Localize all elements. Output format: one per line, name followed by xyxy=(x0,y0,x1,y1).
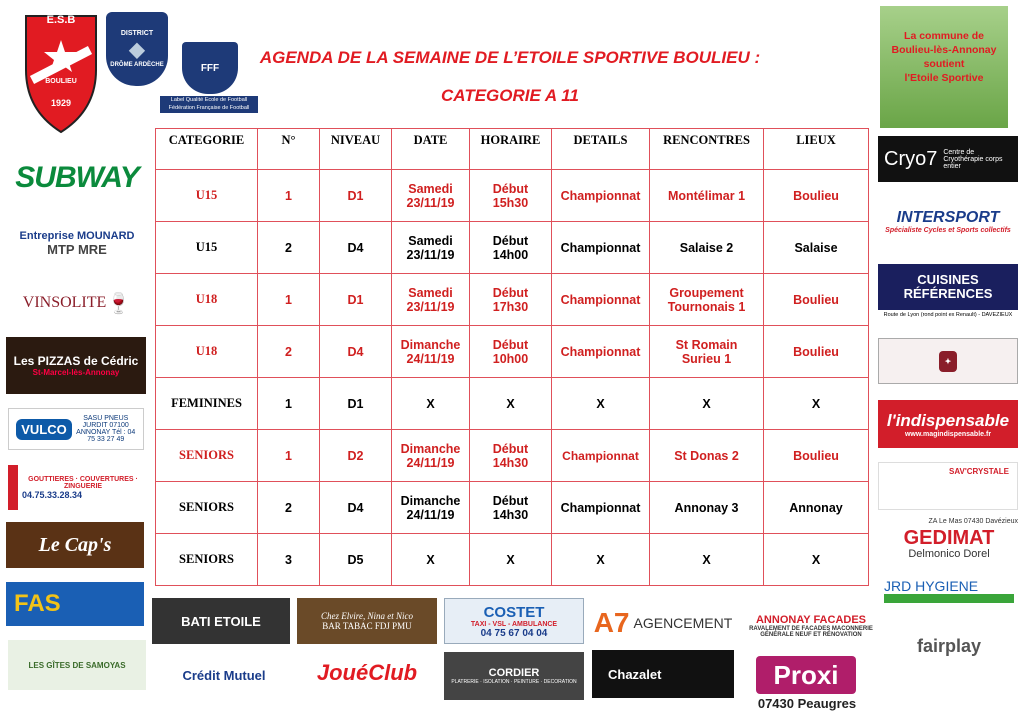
fairplay-text: fairplay xyxy=(916,635,982,656)
chez-sub: BAR TABAC FDJ PMU xyxy=(322,621,412,631)
cell-numero-num: 1 xyxy=(285,448,292,463)
algo-logo xyxy=(8,465,144,510)
cell-horaire-h1: X xyxy=(506,552,515,567)
table-row xyxy=(156,430,869,482)
fas-text: FAS xyxy=(14,590,61,617)
gedimat-sub: Delmonico Dorel xyxy=(908,548,990,560)
cell-niveau xyxy=(320,274,392,326)
commune-logo xyxy=(880,6,1008,128)
esb-logo-year: 1929 xyxy=(50,98,72,108)
commune-line2: Boulieu-lès-Annonay xyxy=(891,44,997,56)
cell-categorie xyxy=(156,482,258,534)
esb-logo xyxy=(22,10,100,135)
cell-date xyxy=(392,170,470,222)
cell-lieux-lieu: Boulieu xyxy=(793,188,839,203)
district-logo xyxy=(106,12,168,86)
cell-date-date2: 23/11/19 xyxy=(406,299,455,314)
header-categorie: CATEGORIE xyxy=(156,129,258,170)
cell-lieux xyxy=(764,274,869,326)
mounard-logo xyxy=(8,218,146,268)
pizzas-sub: St-Marcel-lès-Annonay xyxy=(32,368,120,377)
caps-text: Le Cap's xyxy=(38,533,112,556)
cell-lieux-lieu: Annonay xyxy=(789,500,843,515)
cell-date-date1: X xyxy=(426,552,435,567)
pizzas-logo xyxy=(6,337,146,394)
intersport-logo xyxy=(878,196,1018,246)
cell-horaire xyxy=(470,482,552,534)
mounard-sub: MTP MRE xyxy=(47,241,107,257)
cell-categorie-cat: FEMININES xyxy=(171,396,242,410)
indispensable-sub: www.magindispensable.fr xyxy=(904,430,992,438)
cell-date-date2: 24/11/19 xyxy=(406,351,455,366)
annonay-facades-sub: RAVALEMENT DE FACADES MACONNERIE GÉNÉRALE NEUF ET RÉNOVATION xyxy=(749,626,873,638)
cell-numero xyxy=(258,326,320,378)
cuisines-line2: RÉFÉRENCES xyxy=(903,286,993,301)
jrd-logo xyxy=(880,570,1018,610)
cuisines-line1: CUISINES xyxy=(917,272,979,287)
cell-details xyxy=(552,378,650,430)
proxi-sub: 07430 Peaugres xyxy=(757,696,857,711)
cell-niveau xyxy=(320,326,392,378)
costet-tel: 04 75 67 04 04 xyxy=(480,627,548,639)
cell-date-date1: Dimanche xyxy=(400,441,461,456)
costet-logo xyxy=(444,598,584,644)
indispensable-text: l'indispensable xyxy=(886,410,1010,430)
cell-numero-num: 2 xyxy=(285,500,292,515)
restaurant-icon: ✦ xyxy=(939,351,958,372)
cell-numero xyxy=(258,482,320,534)
cell-date-date2: 23/11/19 xyxy=(406,195,455,210)
cell-date xyxy=(392,534,470,586)
gites-text: LES GÎTES DE SAMOYAS xyxy=(28,660,126,670)
subway-logo xyxy=(8,158,146,198)
district-logo-sub: DRÔME ARDÈCHE xyxy=(110,62,164,68)
cell-numero xyxy=(258,274,320,326)
header-date: DATE xyxy=(392,129,470,170)
cell-date-date1: X xyxy=(426,396,435,411)
cordier-logo xyxy=(444,652,584,700)
cell-details xyxy=(552,534,650,586)
cell-niveau-niveau: D1 xyxy=(347,188,364,203)
cell-date-date1: Samedi xyxy=(408,233,453,248)
cell-details-details: Championnat xyxy=(562,448,639,463)
joueclub-text: JouéClub xyxy=(316,660,418,685)
gedimat-text: GEDIMAT xyxy=(903,527,995,549)
cell-rencontres xyxy=(650,326,764,378)
cell-numero-num: 1 xyxy=(285,292,292,307)
cell-rencontres-r1: Annonay 3 xyxy=(674,500,739,515)
cell-horaire xyxy=(470,534,552,586)
esb-logo-sub: BOULIEU xyxy=(45,78,77,85)
cell-horaire xyxy=(470,274,552,326)
cell-horaire-h2: 14h30 xyxy=(492,455,529,470)
proxi-text: Proxi xyxy=(773,659,839,690)
intersport-text: INTERSPORT xyxy=(896,208,1000,226)
table-row xyxy=(156,170,869,222)
cell-niveau xyxy=(320,482,392,534)
fff-logo-text: FFF xyxy=(200,62,220,74)
fas-logo xyxy=(6,582,144,626)
cell-horaire-h2: 10h00 xyxy=(492,351,529,366)
table-row xyxy=(156,326,869,378)
cell-rencontres xyxy=(650,274,764,326)
cell-horaire xyxy=(470,430,552,482)
cell-categorie-cat: U18 xyxy=(195,292,218,306)
esb-logo-text: E.S.B xyxy=(46,14,76,26)
cell-niveau-niveau: D4 xyxy=(347,344,364,359)
table-row xyxy=(156,534,869,586)
cell-date xyxy=(392,430,470,482)
cell-niveau xyxy=(320,534,392,586)
algo-text: GOUTTIERES · COUVERTURES · ZINGUERIE xyxy=(28,475,138,490)
cell-lieux xyxy=(764,378,869,430)
cell-numero xyxy=(258,378,320,430)
cell-lieux xyxy=(764,534,869,586)
cell-details-details: Championnat xyxy=(560,344,641,359)
cell-lieux-lieu: Boulieu xyxy=(793,344,839,359)
cell-lieux-lieu: Salaise xyxy=(794,240,838,255)
cell-details-details: Championnat xyxy=(560,240,641,255)
wine-glass-icon: 🍷 xyxy=(106,292,132,315)
page-subtitle: CATEGORIE A 11 xyxy=(441,86,579,105)
cell-horaire xyxy=(470,378,552,430)
cell-horaire-h1: Début xyxy=(492,337,529,352)
cell-numero xyxy=(258,170,320,222)
cordier-text: CORDIER xyxy=(488,667,540,679)
cell-rencontres-r1: St Donas 2 xyxy=(674,448,739,463)
cell-date-date2: 24/11/19 xyxy=(406,507,455,522)
a7-text: AGENCEMENT xyxy=(633,615,733,631)
cell-rencontres-r1: Montélimar 1 xyxy=(667,188,746,203)
cell-date xyxy=(392,378,470,430)
cell-niveau xyxy=(320,170,392,222)
proxi-logo xyxy=(756,656,856,694)
cryo-text: Cryo7 xyxy=(884,147,938,170)
restaurant-logo xyxy=(878,338,1018,384)
cell-categorie-cat: SENIORS xyxy=(179,552,234,566)
cell-categorie xyxy=(156,170,258,222)
cell-numero-num: 2 xyxy=(285,240,292,255)
cell-lieux xyxy=(764,482,869,534)
cell-details-details: X xyxy=(596,552,605,567)
cell-lieux-lieu: Boulieu xyxy=(793,448,839,463)
bati-logo xyxy=(152,598,290,644)
cell-lieux xyxy=(764,222,869,274)
cell-categorie xyxy=(156,430,258,482)
cell-date xyxy=(392,482,470,534)
header-niveau: NIVEAU xyxy=(320,129,392,170)
credit-mutuel-logo xyxy=(166,662,282,688)
annonay-facades-logo xyxy=(742,604,880,648)
cell-rencontres xyxy=(650,430,764,482)
cell-horaire-h1: Début xyxy=(492,233,529,248)
cell-date xyxy=(392,326,470,378)
cell-details xyxy=(552,170,650,222)
cell-numero-num: 1 xyxy=(285,396,292,411)
cell-details-details: Championnat xyxy=(560,500,641,515)
indispensable-logo xyxy=(878,400,1018,448)
pizzas-text: Les PIZZAS de Cédric xyxy=(13,354,139,368)
cell-horaire-h1: Début xyxy=(492,285,529,300)
cell-lieux-lieu: Boulieu xyxy=(793,292,839,307)
cell-niveau xyxy=(320,222,392,274)
rooster-icon: ◆ xyxy=(129,39,145,61)
cell-niveau-niveau: D4 xyxy=(347,500,364,515)
cell-categorie xyxy=(156,534,258,586)
cell-date-date1: Samedi xyxy=(408,181,453,196)
fff-label xyxy=(160,96,258,113)
cell-details xyxy=(552,274,650,326)
cell-categorie xyxy=(156,222,258,274)
cell-numero xyxy=(258,430,320,482)
header-details: DETAILS xyxy=(552,129,650,170)
header-rencontres: RENCONTRES xyxy=(650,129,764,170)
cell-date xyxy=(392,222,470,274)
cell-categorie-cat: SENIORS xyxy=(179,500,234,514)
costet-sub: TAXI - VSL - AMBULANCE xyxy=(470,620,558,628)
cell-numero-num: 1 xyxy=(285,188,292,203)
cell-rencontres xyxy=(650,482,764,534)
bati-text: BATI ETOILE xyxy=(181,613,261,629)
cell-horaire-h2: 14h30 xyxy=(492,507,529,522)
cell-rencontres-r1: Salaise 2 xyxy=(679,240,734,255)
cell-numero-num: 2 xyxy=(285,344,292,359)
table-row xyxy=(156,482,869,534)
chazalet-text: Chazalet xyxy=(608,666,662,682)
cell-rencontres xyxy=(650,378,764,430)
cell-rencontres-r1: Groupement xyxy=(669,285,744,300)
joueclub-logo xyxy=(297,648,437,698)
cell-numero xyxy=(258,534,320,586)
cell-categorie xyxy=(156,378,258,430)
chez-logo xyxy=(297,598,437,644)
fairplay-logo xyxy=(880,622,1018,670)
table-row xyxy=(156,222,869,274)
cell-horaire-h2: 14h00 xyxy=(492,247,529,262)
savcrystale-text: SAV'CRYSTALE xyxy=(949,467,1009,476)
gedimat-top: ZA Le Mas 07430 Davézieux xyxy=(928,518,1018,525)
header-numero: N° xyxy=(258,129,320,170)
district-logo-text: DISTRICT xyxy=(120,30,154,37)
chez-text: Chez Elvire, Nina et Nico xyxy=(321,611,413,621)
commune-line3: soutient xyxy=(923,58,965,70)
cell-categorie-cat: U18 xyxy=(195,344,218,358)
cell-niveau-niveau: D5 xyxy=(347,552,364,567)
cell-horaire-h2: 17h30 xyxy=(492,299,529,314)
cuisines-sub: Route de Lyon (rond point ex Renault) - DAVEZIEUX xyxy=(883,312,1013,318)
cell-niveau-niveau: D2 xyxy=(347,448,364,463)
algo-tel: 04.75.33.28.34 xyxy=(22,489,83,500)
cell-rencontres xyxy=(650,534,764,586)
cell-categorie xyxy=(156,326,258,378)
cell-details-details: X xyxy=(596,396,605,411)
page-title: AGENDA DE LA SEMAINE DE L’ETOILE SPORTIVE BOULIEU : xyxy=(259,48,761,67)
cordier-sub: PLATRERIE · ISOLATION · PEINTURE · DECORATION xyxy=(451,679,577,685)
cell-details xyxy=(552,326,650,378)
cell-niveau xyxy=(320,378,392,430)
vinsolite-text: VINSOLITE xyxy=(22,294,107,311)
cell-horaire-h1: Début xyxy=(492,181,529,196)
cell-horaire-h1: X xyxy=(506,396,515,411)
cell-rencontres xyxy=(650,170,764,222)
vinsolite-logo xyxy=(8,280,146,326)
cell-rencontres-r2: Surieu 1 xyxy=(681,351,732,366)
cuisines-logo xyxy=(878,264,1018,310)
cryo-sub: Centre de Cryothérapie corps entier xyxy=(943,148,1003,170)
header-lieux: LIEUX xyxy=(764,129,869,170)
cell-lieux xyxy=(764,170,869,222)
a7-icon: A7 xyxy=(593,607,630,638)
mounard-text: Entreprise MOUNARD xyxy=(19,229,135,242)
credit-mutuel-text: Crédit Mutuel xyxy=(182,667,266,683)
vulco-sub: SASU PNEUS JURDIT 07100 ANNONAY Tél : 04 75 33 27 49 xyxy=(76,415,136,443)
cell-numero xyxy=(258,222,320,274)
cell-categorie-cat: U15 xyxy=(195,188,218,202)
savcrystale-logo xyxy=(878,462,1018,510)
cell-niveau-niveau: D1 xyxy=(347,396,364,411)
cell-date-date1: Dimanche xyxy=(400,337,461,352)
header-horaire: HORAIRE xyxy=(470,129,552,170)
cell-date-date1: Samedi xyxy=(408,285,453,300)
cell-date-date2: 24/11/19 xyxy=(406,455,455,470)
cell-categorie-cat: U15 xyxy=(195,240,218,254)
cell-lieux xyxy=(764,326,869,378)
cell-lieux xyxy=(764,430,869,482)
fff-label-line1: Label Qualité Ecole de Football xyxy=(170,97,248,103)
cell-details xyxy=(552,430,650,482)
gites-logo xyxy=(8,640,146,690)
cell-date-date2: 23/11/19 xyxy=(406,247,455,262)
cell-horaire-h1: Début xyxy=(492,493,529,508)
cell-date-date1: Dimanche xyxy=(400,493,461,508)
cell-horaire xyxy=(470,326,552,378)
table-header-row xyxy=(156,129,869,170)
cell-details-details: Championnat xyxy=(560,188,641,203)
vulco-text: VULCO xyxy=(16,419,72,440)
cell-rencontres-r1: St Romain xyxy=(675,337,738,352)
cell-details xyxy=(552,482,650,534)
jrd-text: JRD HYGIENE xyxy=(884,577,979,594)
cell-date xyxy=(392,274,470,326)
cryo-logo xyxy=(878,136,1018,182)
cell-rencontres-r2: Tournonais 1 xyxy=(667,299,746,314)
cell-rencontres-r1: X xyxy=(702,552,711,567)
caps-logo xyxy=(6,522,144,568)
cell-horaire xyxy=(470,222,552,274)
cell-details xyxy=(552,222,650,274)
a7-logo xyxy=(592,600,734,646)
cell-numero-num: 3 xyxy=(285,552,292,567)
cell-categorie xyxy=(156,274,258,326)
table-row xyxy=(156,274,869,326)
cell-lieux-lieu: X xyxy=(811,396,821,411)
intersport-sub: Spécialiste Cycles et Sports collectifs xyxy=(885,226,1011,234)
gedimat-logo xyxy=(880,527,1018,565)
vulco-logo xyxy=(8,408,144,450)
cell-horaire-h1: Début xyxy=(492,441,529,456)
cell-categorie-cat: SENIORS xyxy=(179,448,234,462)
cell-details-details: Championnat xyxy=(560,292,641,307)
agenda-table xyxy=(155,128,869,586)
commune-line4: l'Etoile Sportive xyxy=(904,72,984,84)
fff-logo xyxy=(182,42,238,94)
cell-niveau-niveau: D4 xyxy=(347,240,364,255)
subway-text: SUBWAY xyxy=(15,161,139,194)
chazalet-logo xyxy=(592,650,734,698)
annonay-facades-text: ANNONAY FACADES xyxy=(755,614,867,626)
cell-rencontres xyxy=(650,222,764,274)
cell-rencontres-r1: X xyxy=(702,396,711,411)
commune-line1: La commune de xyxy=(904,30,984,42)
cell-lieux-lieu: X xyxy=(811,552,821,567)
cell-niveau xyxy=(320,430,392,482)
cell-horaire-h2: 15h30 xyxy=(492,195,529,210)
cell-horaire xyxy=(470,170,552,222)
cell-niveau-niveau: D1 xyxy=(347,292,364,307)
table-row xyxy=(156,378,869,430)
fff-label-line2: Fédération Française de Football xyxy=(168,105,250,111)
costet-text: COSTET xyxy=(483,603,545,621)
